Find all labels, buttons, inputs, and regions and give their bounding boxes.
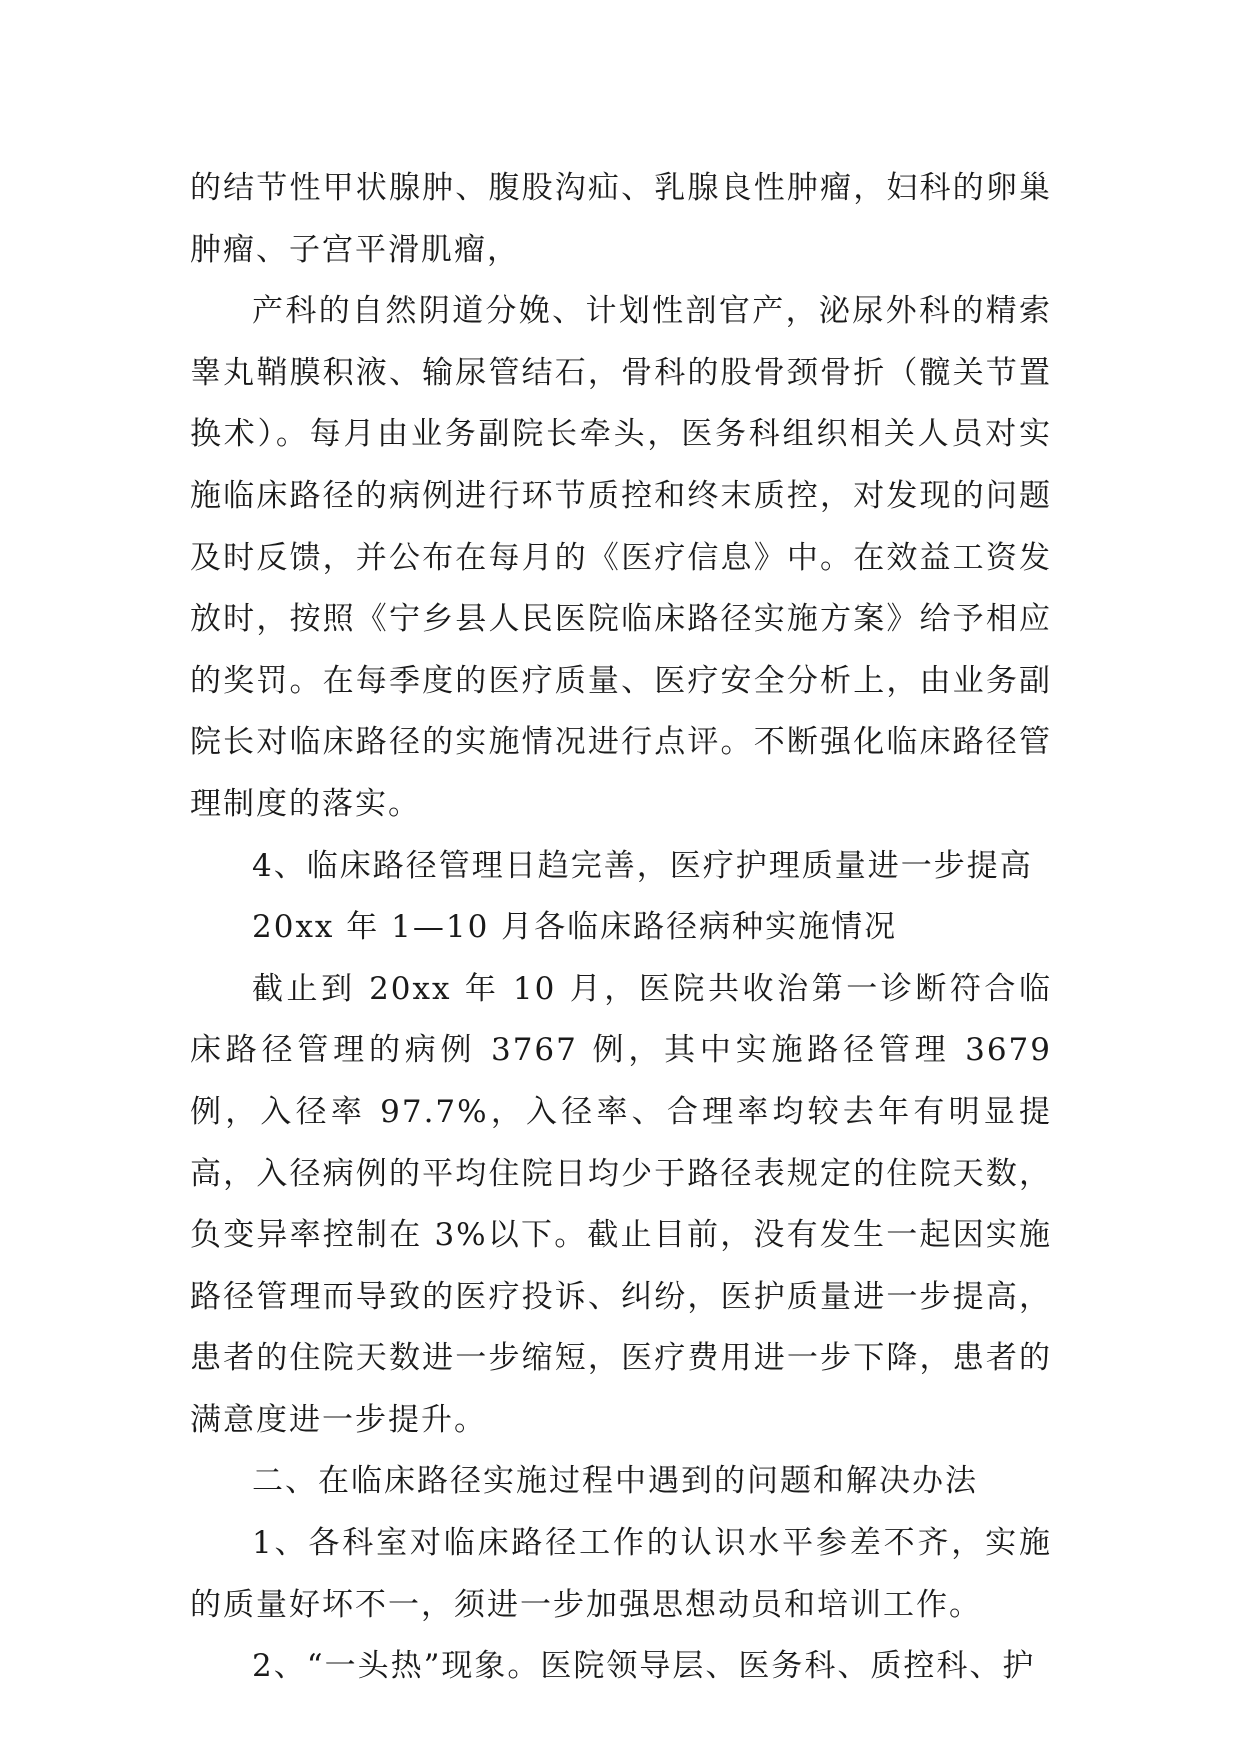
paragraph-problem-1: 1、各科室对临床路径工作的认识水平参差不齐，实施的质量好坏不一，须进一步加强思想动员和培训工作。: [190, 1525, 1052, 1623]
document-body: [190, 158, 1052, 1698]
paragraph-pathway-management: 产科的自然阴道分娩、计划性剖官产，泌尿外科的精索睾丸鞘膜积液、输尿管结石，骨科的股骨颈骨折（髋关节置换术）。每月由业务副院长牵头，医务科组织相关人员对实施临床路径的病例进行环节质控和终末质控，对发现的问题及时反馈，并公布在每月的《医疗信息》中。在效益工资发放时，按照《宁乡县人民医院临床路径实施方案》给予相应的奖罚。在每季度的医疗质量、医疗安全分析上，由业务副院长对临床路径的实施情况进行点评。不断强化临床路径管理制度的落实。: [190, 293, 1052, 822]
paragraph-continuation: 的结节性甲状腺肿、腹股沟疝、乳腺良性肿瘤，妇科的卵巢肿瘤、子宫平滑肌瘤，: [190, 170, 1052, 268]
section-heading-2: 二、在临床路径实施过程中遇到的问题和解决办法: [252, 1463, 978, 1500]
section-heading-4: 4、临床路径管理日趋完善，医疗护理质量进一步提高: [252, 847, 1033, 884]
paragraph-problem-2: 2、“一头热”现象。医院领导层、医务科、质控科、护: [252, 1648, 1036, 1685]
paragraph-statistics: 截止到 20xx 年 10 月，医院共收治第一诊断符合临床路径管理的病例 3767 例，其中实施路径管理 3679 例，入径率 97.7%，入径率、合理率均较去年有明显提高，入径病例的平均住院日均少于路径表规定的住院天数，负变异率控制在 3%以下。截止目前，没有发生一起因实施路径管理而导致的医疗投诉、纠纷，医护质量进一步提高，患者的住院天数进一步缩短，医疗费用进一步下降，患者的满意度进一步提升。: [190, 970, 1052, 1438]
subheading-implementation: 20xx 年 1—10 月各临床路径病种实施情况: [252, 909, 898, 946]
